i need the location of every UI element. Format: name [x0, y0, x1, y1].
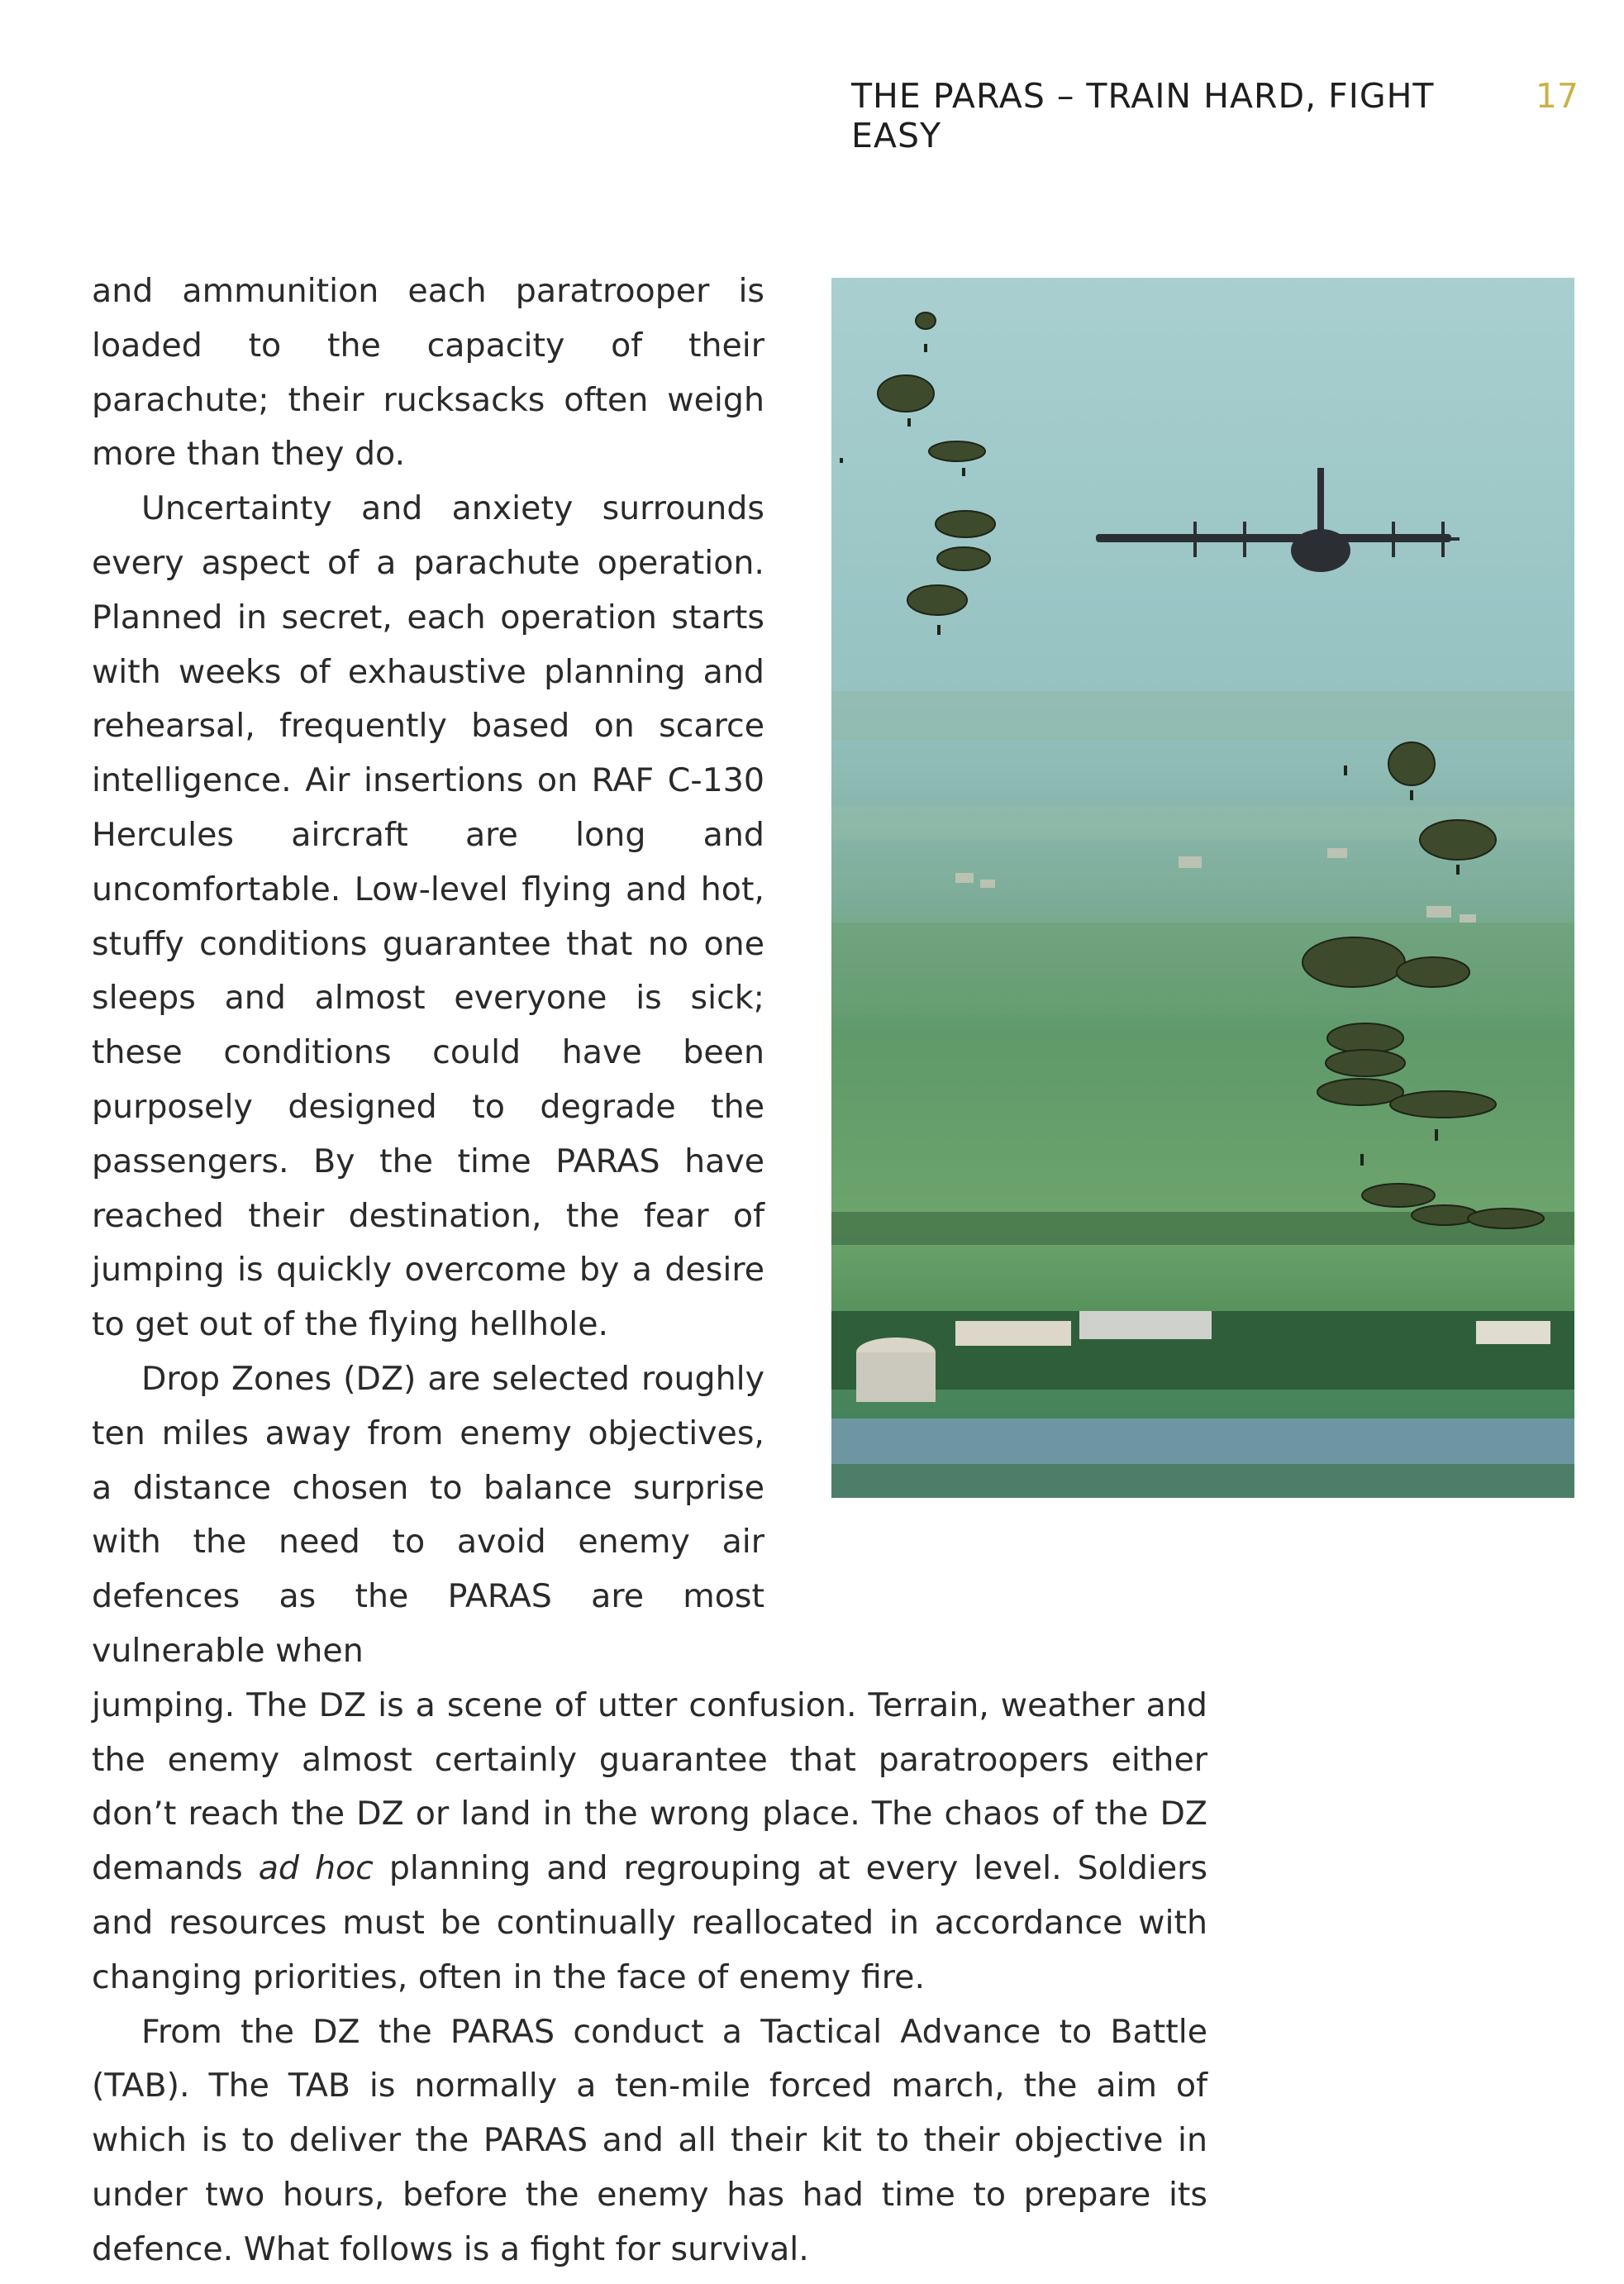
paragraph-3-text-a: jumping. The DZ is a scene of utter confusion. Terrain, weather and the enemy almost certainly guarantee that paratroopers either don’t reach the DZ or land in the wrong place. The chaos of the DZ demands: [92, 1686, 1207, 1888]
body-text: [92, 265, 1207, 2277]
paragraph-1: and ammunition each paratrooper is loaded to the capacity of their parachute; their rucksacks often weigh more than they do.: [92, 272, 764, 474]
paragraph-3-continued: [92, 1679, 1207, 2005]
running-head-title: THE PARAS – TRAIN HARD, FIGHT EASY: [851, 76, 1435, 155]
page-number: 17: [1535, 76, 1579, 116]
paragraph-3-start: Drop Zones (DZ) are selected roughly ten miles away from enemy objectives, a distance chosen to balance surprise with the need to avoid enemy air defences as the PARAS are most vulnerable when: [92, 1359, 764, 1670]
paragraph-2: Uncertainty and anxiety surrounds every aspect of a parachute operation. Planned in secret, each operation starts with weeks of exhaustive planning and rehearsal, frequently based on scarce intelligence. Air insertions on RAF C-130 Hercules aircraft are long and uncomfortable. Low-level flying and hot, stuffy conditions guarantee that no one sleeps and almost everyone is sick; these conditions could have been purposely designed to degrade the passengers. By the time PARAS have reached their destination, the fear of jumping is quickly overcome by a desire to get out of the flying hellhole.: [92, 489, 764, 1344]
paragraph-4: From the DZ the PARAS conduct a Tactical Advance to Battle (TAB). The TAB is normally a ten-mile forced march, the aim of which is to deliver the PARAS and all their kit to their objective in under two hours, before the enemy has had time to prepare its defence. What follows is a fight for survival.: [92, 2012, 1207, 2268]
paragraph-3-text-b: planning and regrouping at every level. Soldiers and resources must be continually reallocated in accordance with changing priorities, often in the face of enemy fire.: [92, 1849, 1207, 1996]
paragraph-3-emphasis: ad hoc: [258, 1849, 374, 1888]
running-head: [851, 76, 1579, 155]
